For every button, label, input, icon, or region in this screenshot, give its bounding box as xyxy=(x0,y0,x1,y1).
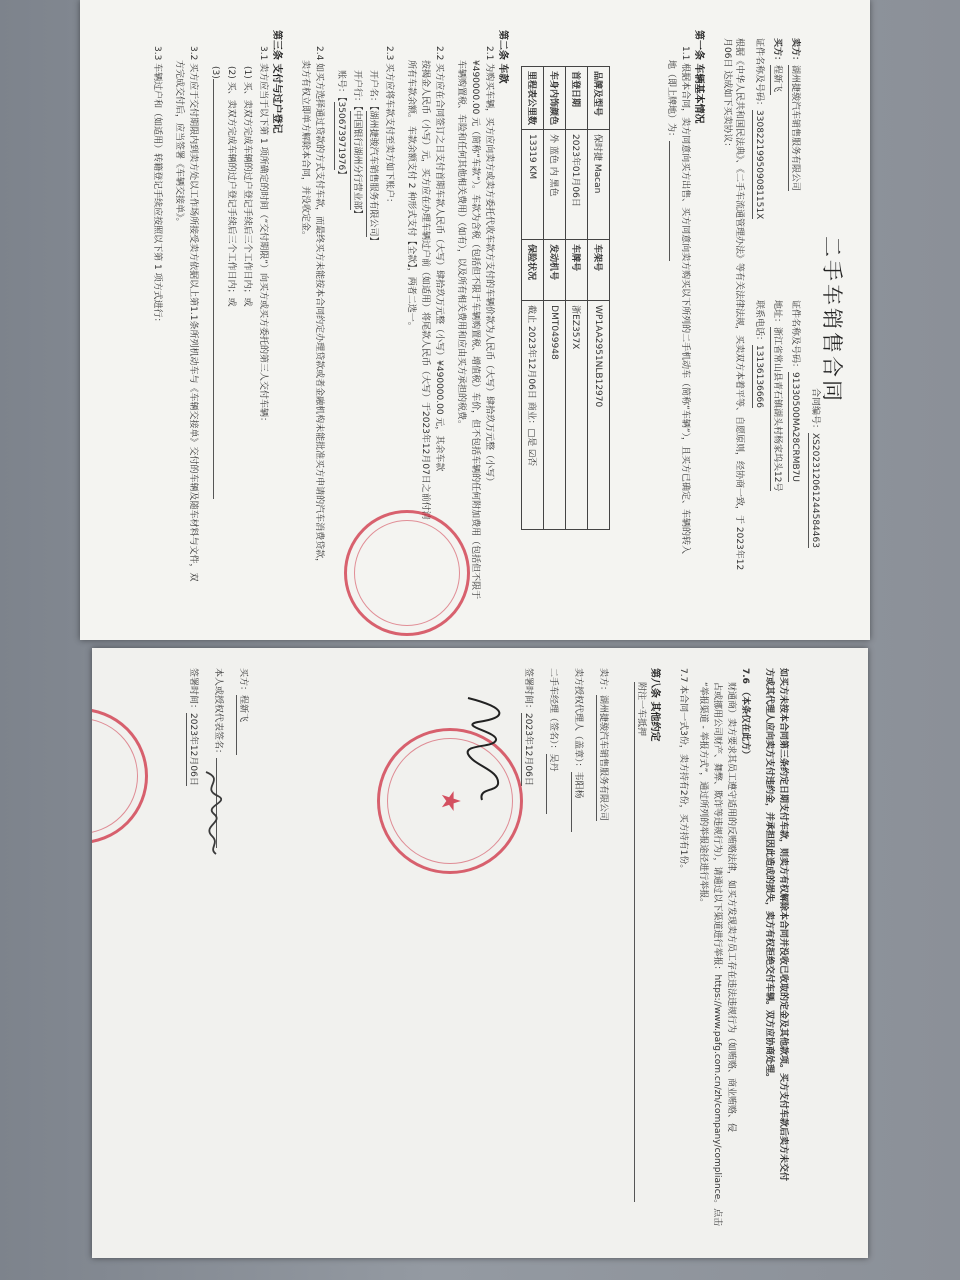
page2-top-line-1: 如买方未按本合同第三条约定日期支付车款，则卖方有权解除本合同并没收已收取的定金及其他款项。买方支付车款后卖方未交付 xyxy=(778,668,788,1182)
seller-line: 卖方：湖州捷骏汽车销售服务有限公司 xyxy=(790,38,800,192)
article-1-1: 1.1 根据本合同，卖方同意向买方出售、买方同意向卖方购买以下所列的二手机动车（简称“车辆”），且买方已确定、车辆的转入 xyxy=(680,46,690,555)
article-7-6b: 占或挪用公司财产、舞弊、欺诈等违规行为），请通过以下渠道进行举报：https://www.pafg.com.cn/zh/company/compliance。点击 xyxy=(712,682,722,1227)
buyer-id-line: 证件名称及号码：330822199509081151X xyxy=(754,38,764,220)
intro-line-2: 月06日 达成如下买卖协议： xyxy=(722,38,732,152)
article-8-note: 附注一车抵押 xyxy=(634,682,646,1202)
vehicle-field-value: 保时捷 Macan xyxy=(588,130,610,240)
article-7-6a: 财通商）卖方要求其员工遵守适用的反贿赂法律，如买方发现卖方员工存在违法违规行为（如贿赂、商业贿赂、侵 xyxy=(726,682,736,1133)
buyer-signature xyxy=(194,766,234,856)
seal-star-icon: ★ xyxy=(435,789,465,813)
article-2-1c: 车辆购置税、车险和任何其他相关费用）（如有），以及所有相关费用和应由买方承担的税费。 xyxy=(456,60,466,430)
article-3-title: 第三条 支付与过户登记 xyxy=(271,30,282,134)
buyer-rep-line: 本人或授权代表签名： xyxy=(212,668,223,848)
article-7-7: 7.7 本合同一式3份，卖方持有2份，买方持有1份。 xyxy=(678,668,688,874)
article-2-4: 2.4 如买方选择通过贷款的方式支付车款，而最终买方未能按本合同约定办理贷款或者金融机构未能批准买方申请的汽车消费贷款， xyxy=(314,46,324,568)
article-2-2b: 按揭金人民币（小写）元，买方应在办理车辆过户前（如适用）将尾款人民币（大写）于2023年12月07日之前付清 xyxy=(420,60,430,520)
article-2-title: 第二条 车款 xyxy=(497,30,508,84)
account-name: 开户名：【湖州捷骏汽车销售服务有限公司】 xyxy=(368,70,378,246)
article-3-1c: (3) xyxy=(209,66,220,499)
vehicle-table-row xyxy=(544,67,566,530)
article-3-3: 3.3 车辆过户和（如适用）转籍登记手续应按照以下第 1 项方式进行： xyxy=(152,46,162,327)
seller-agent-line: 卖方授权代理人（盖章）：韦阳杨 xyxy=(571,668,583,832)
article-2-1b: ¥490000.00 元（简称“车款”）。车款为含税（包括但不限于车辆购置税、增值税）车价，但不包括车辆的任何附加费用（包括但不限于 xyxy=(470,60,480,600)
vehicle-table-row xyxy=(522,67,544,530)
contract-page-1 xyxy=(80,0,870,640)
vehicle-field-value: 截止 2023年12月06日 商业：□是 ☑否 xyxy=(522,301,544,530)
article-2-2: 2.2 买方应在合同签订之日支付首期车款人民币（大写）肆拾玖万元整（小写）¥490000.00 元，其余车款 xyxy=(434,46,444,472)
vehicle-field-value: DMT049948 xyxy=(544,301,566,530)
contract-number: 合同编号：XS20231206124458446​3 xyxy=(810,388,820,548)
article-1-title: 第一条 车辆基本情况 xyxy=(693,30,704,124)
vehicle-field-label: 车身内饰颜色 xyxy=(544,67,566,130)
intro-line-1: 根据《中华人民共和国民法典》、《二手车流通管理办法》等有关法律法规，买卖双方本着平等、自愿原则，经协商一致，于 2023年12 xyxy=(734,38,744,571)
company-seal-partial xyxy=(344,510,470,636)
vehicle-field-value: WP1AA2951NLB12970 xyxy=(588,301,610,530)
vehicle-field-value: 外 蓝色 内 黑色 xyxy=(544,130,566,240)
buyer-phone-line: 联系电话：13136136666 xyxy=(754,300,764,409)
account-number: 账号：【35067397197​6】 xyxy=(336,70,346,180)
article-3-1b: (2) 买、卖双方完成车辆的过户登记手续后三个工作日内；或 xyxy=(226,66,236,307)
article-3-2: 3.2 买方应于交付期限内到卖方处以工作场所接受卖方依据以上第1.1条所列机动车与《车辆交接单》交付的车辆及随车材料与文件，双 xyxy=(188,46,198,582)
article-7-6c: “举报渠道 - 举报方式”，通过所列的举报途径进行举报。 xyxy=(698,682,708,908)
buyer-line: 买方：程新飞 xyxy=(770,38,782,95)
article-3-1a: (1) 买、卖双方完成车辆的过户登记手续后三个工作日内；或 xyxy=(242,66,252,307)
buyer-address-line: 地址：浙江省常山县青石镇湖头村杨家坞头12号 xyxy=(772,300,782,492)
article-1-1b: 地（即上牌地）为： xyxy=(665,60,676,261)
buyer-date-line: 签署时间：2023年12月06日 xyxy=(188,668,198,786)
article-3-1: 3.1 卖方应当于以下第 1 项所确定的时间（“交付期限”）向买方或买方委托的第三人交付车辆： xyxy=(258,46,268,426)
vehicle-table-row xyxy=(588,67,610,530)
vehicle-field-label: 车架号 xyxy=(588,240,610,301)
contract-title: 二手车销售合同 xyxy=(820,236,844,404)
seller-sign-name: 卖方：湖州捷骏汽车销售服务有限公司 xyxy=(598,668,608,822)
vehicle-field-label: 品牌及型号 xyxy=(588,67,610,130)
seller-date-line: 签署时间：2023年12月06日 xyxy=(523,668,533,786)
bank-name: 开户行：【中国银行湖州分行营业部】 xyxy=(352,70,362,219)
vehicle-field-label: 发动机号 xyxy=(544,240,566,301)
article-2-2c: 所有车款余额。 车款余额支付 2 种形式支付【全款】，两者二选一。 xyxy=(406,60,416,331)
vehicle-field-label: 车牌号 xyxy=(566,240,588,301)
vehicle-field-label: 保险状况 xyxy=(522,240,544,301)
article-8-title: 第八条 其他约定 xyxy=(649,668,660,742)
article-7-6: 7.6 （本条仅在此方） xyxy=(740,668,750,760)
contract-page-2 xyxy=(92,648,868,1258)
buyer-sign-name: 买方：程新飞 xyxy=(236,668,248,755)
vehicle-field-label: 里程表公里数 xyxy=(522,67,544,130)
seller-manager-line: 二手车经理（签名）：吴丹 xyxy=(546,668,558,814)
bottom-seal-partial xyxy=(92,708,148,844)
vehicle-field-value: 浙EZ357X xyxy=(566,301,588,530)
vehicle-field-value: 2023年01月06日 xyxy=(566,130,588,240)
vehicle-table-row xyxy=(566,67,588,530)
article-2-4b: 卖方有权立即单方解除本合同，并没收定金。 xyxy=(300,60,310,241)
seller-signature xyxy=(448,688,518,808)
vehicle-field-value: 13319 KM xyxy=(522,130,544,240)
vehicle-field-label: 首登日期 xyxy=(566,67,588,130)
page2-top-line-2: 方或其代理人应向卖方支付违约金，并承担因此造成的损失，卖方有权拒绝交付车辆。双方应协商处理。 xyxy=(764,668,774,1083)
article-2-1: 2.1 为购买车辆，买方应向卖方或卖方委托代收车款方支付的车辆价款为人民币（大写）肆拾玖万元整（小写） xyxy=(484,46,494,487)
seller-cert-line: 证件名称及号码：91330500MA28CRMB7U xyxy=(790,300,800,482)
article-2-3: 2.3 买方应将车款支付至卖方如下账户： xyxy=(384,46,394,208)
vehicle-info-table xyxy=(521,66,610,530)
article-3-2b: 方完成交付后，应当签署《车辆交接单》。 xyxy=(174,60,184,227)
